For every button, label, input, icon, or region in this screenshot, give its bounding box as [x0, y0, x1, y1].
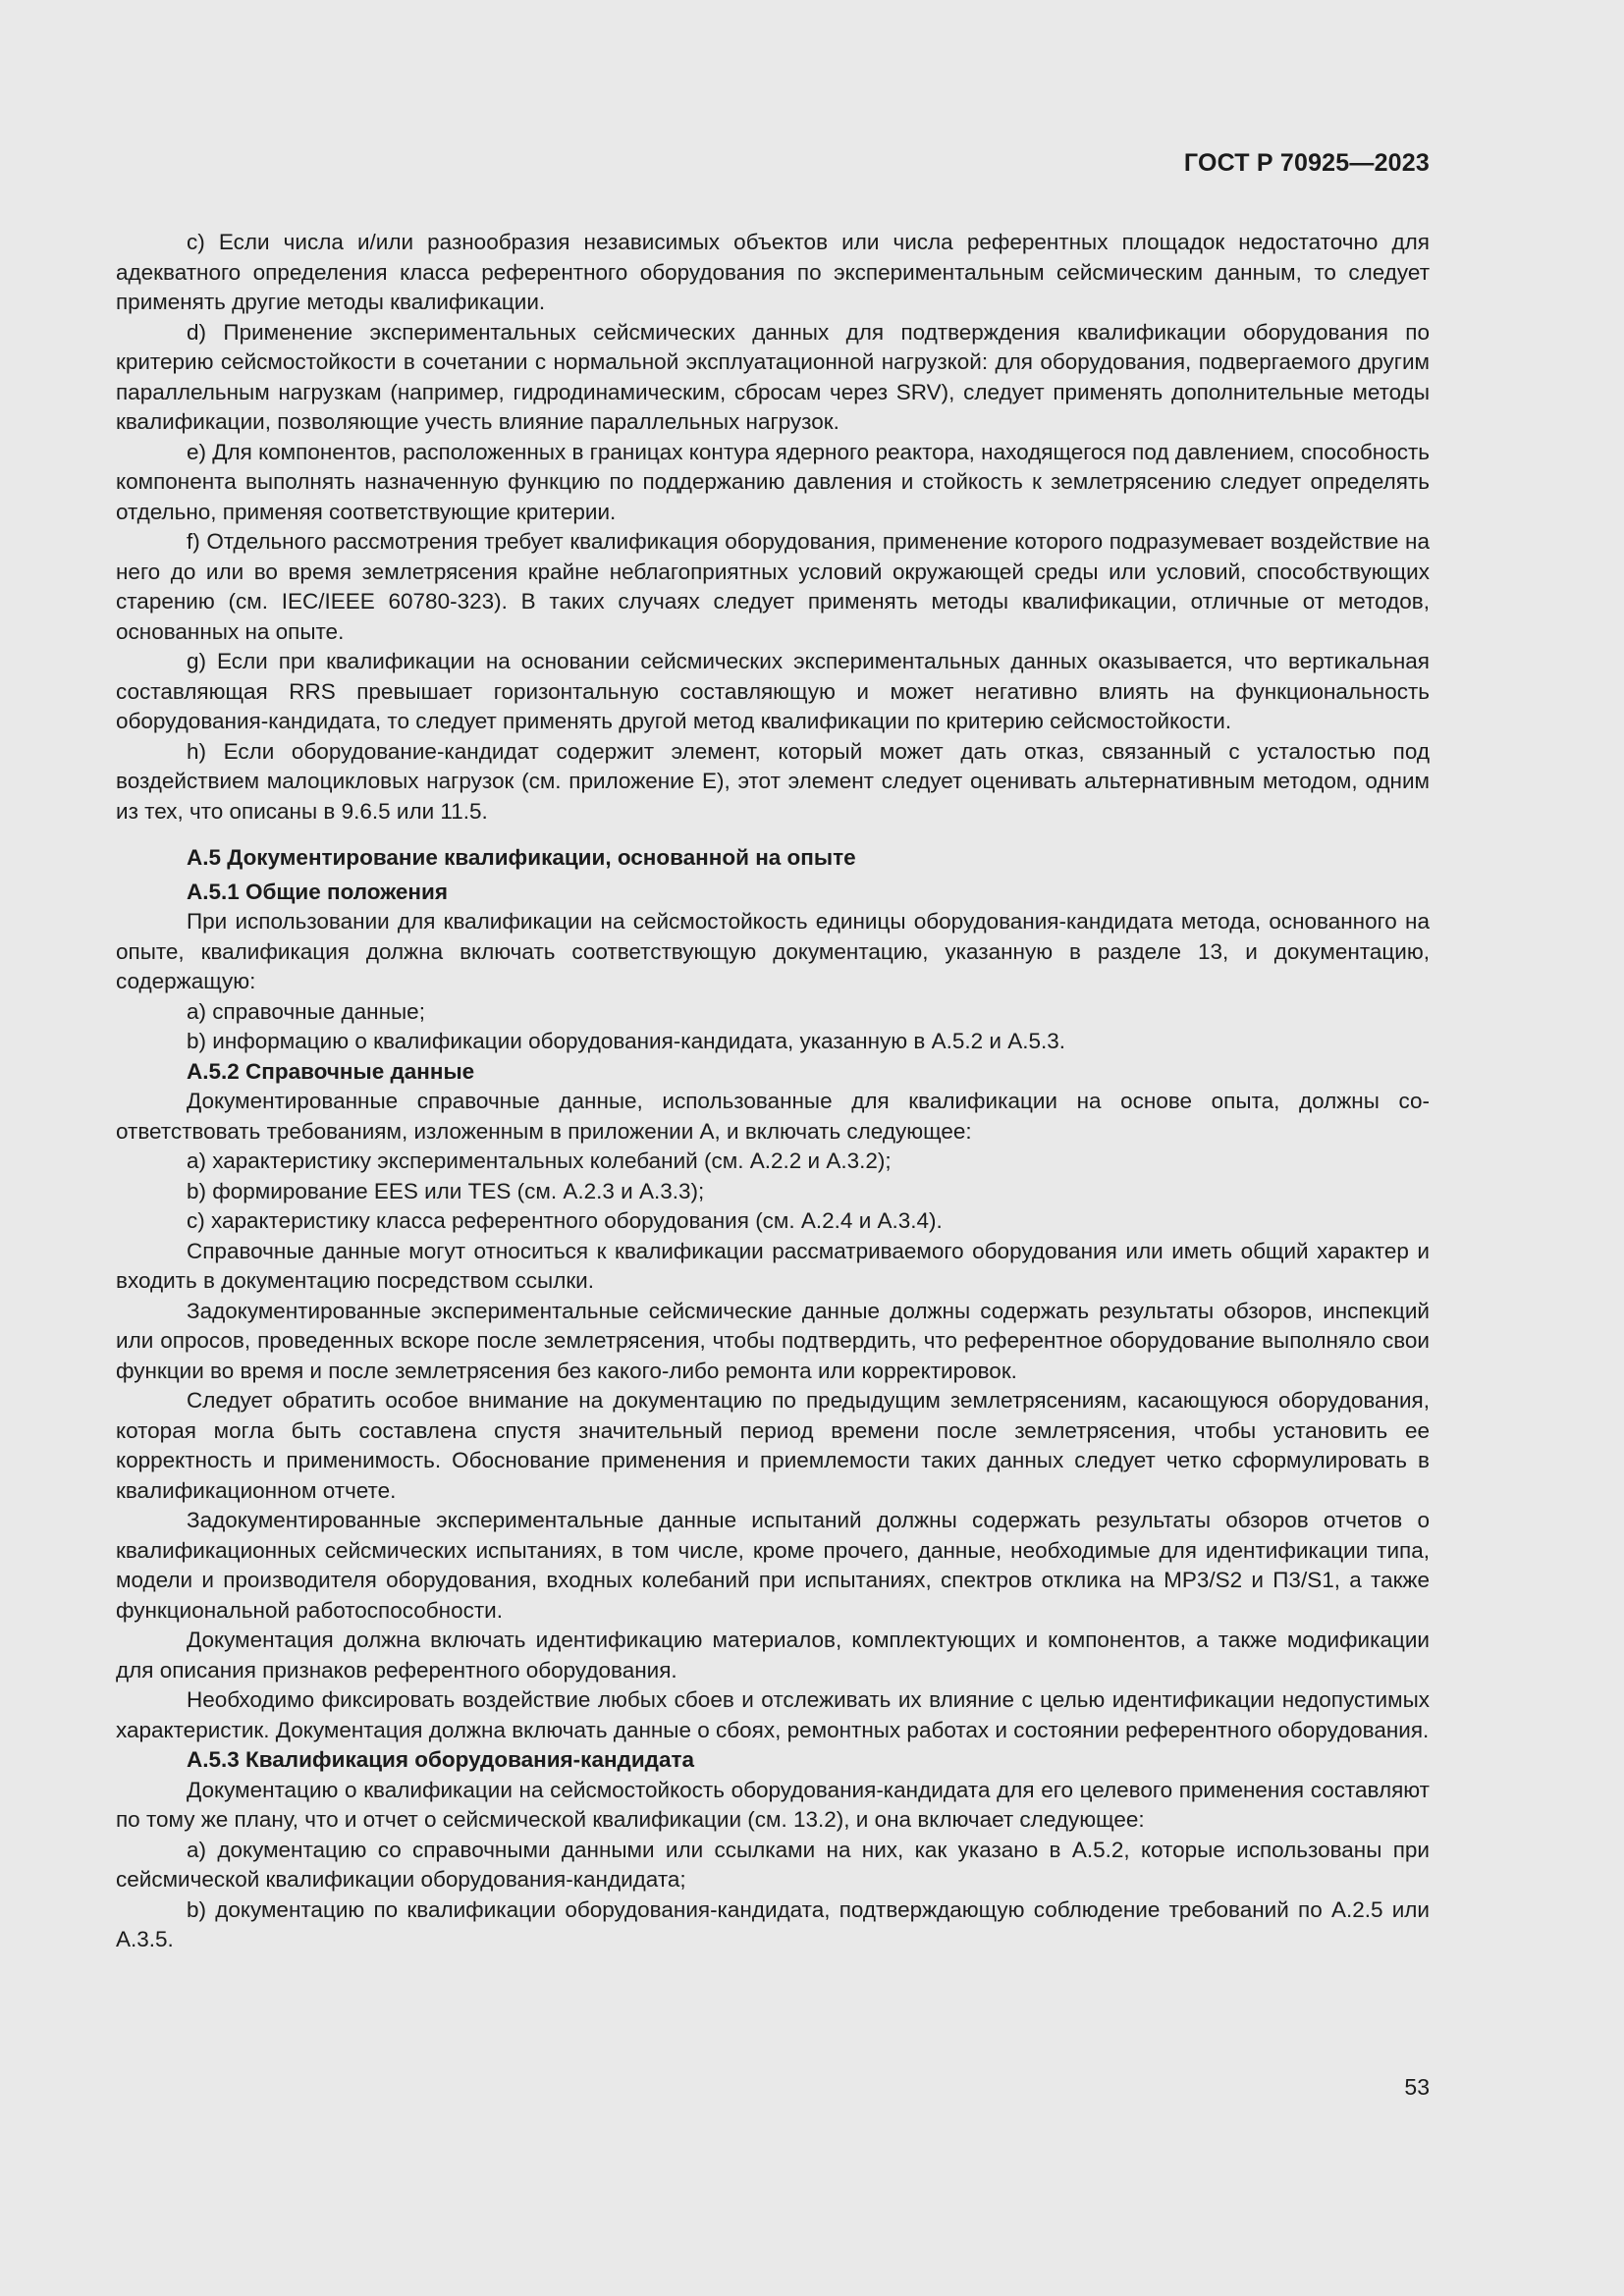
paragraph: a) характеристику экспериментальных колебаний (см. А.2.2 и А.3.2); — [187, 1148, 892, 1173]
paragraph: При использовании для квалификации на сейсмостойкость единицы оборудования-кандидата метода, основанного на опыте, квалификация должна включать соответствующую документацию, указанную в разделе 13, и документацию, содержащую: — [116, 909, 1430, 993]
section-heading: А.5 Документирование квалификации, основанной на опыте — [187, 845, 856, 870]
paragraph: c) характеристику класса референтного оборудования (см. А.2.4 и А.3.4). — [187, 1208, 943, 1233]
page-number: 53 — [1404, 2074, 1430, 2100]
paragraph: h) Если оборудование-кандидат содержит элемент, который может дать отказ, связанный с усталостью под воздействием малоцикловых нагрузок (см. приложение Е), этот элемент следует оценивать альтернативным методом, одним из тех, что описаны в 9.6.5 или 11.5. — [116, 738, 1430, 824]
paragraph: Документацию о квалификации на сейсмостойкость оборудования-кандидата для его целевого применения составляют по тому же плану, что и отчет о сейсмической квалификации (см. 13.2), и она включает следующее: — [116, 1777, 1430, 1832]
paragraph: Задокументированные экспериментальные сейсмические данные должны содержать результаты обзоров, инспекций или опросов, проведенных вскоре после землетрясения, чтобы подтвердить, что референтное оборудование выполняло свои функции во время и после землетрясения без какого-либо ремонта или корректировок. — [116, 1298, 1430, 1383]
subsection-heading: А.5.2 Справочные данные — [187, 1058, 475, 1084]
paragraph: e) Для компонентов, расположенных в границах контура ядерного реактора, находящегося под давлением, способность компонента выполнять назначенную функцию по поддержанию давления и стойкость к землетрясению следует определять отдельно, применяя соответствующие критерии. — [116, 439, 1430, 524]
paragraph: f) Отдельного рассмотрения требует квалификация оборудования, применение которого подразумевает воздействие на него до или во время землетрясения крайне неблагоприятных условий окружающей среды или условий, способствующих старению (см. IEC/IEEE 60780-323). В таких случаях следует применять методы квалификации, отличные от методов, основанных на опыте. — [116, 529, 1430, 644]
paragraph: Следует обратить особое внимание на документацию по предыдущим землетрясениям, касающуюся оборудования, которая могла быть составлена спустя значительный период времени после землетрясения, чтобы установить ее корректность и применимость. Обоснование применения и приемлемости таких данных следует четко сформулировать в квалификационном отчете. — [116, 1388, 1430, 1503]
paragraph: d) Применение экспериментальных сейсмических данных для подтверждения квалификации оборудования по критерию сейсмостойкости в сочетании с нормальной эксплуатационной нагрузкой: для оборудования, подвергаемого другим параллельным нагрузкам (например, гидродинамическим, сбросам через SRV), следует применять дополнительные методы квалификации, позволяющие учесть влияние параллельных нагрузок. — [116, 319, 1430, 434]
paragraph: b) формирование EES или TES (см. А.2.3 и А.3.3); — [187, 1178, 705, 1203]
document-body — [116, 228, 1430, 1955]
paragraph: Справочные данные могут относиться к квалификации рассматриваемого оборудования или иметь общий характер и входить в документацию посредством ссылки. — [116, 1238, 1430, 1293]
paragraph: b) информацию о квалификации оборудования-кандидата, указанную в А.5.2 и А.5.3. — [187, 1029, 1065, 1053]
paragraph: b) документацию по квалификации оборудования-кандидата, подтверждающую соблюдение требований по А.2.5 или А.3.5. — [116, 1896, 1430, 1951]
paragraph: Задокументированные экспериментальные данные испытаний должны содержать результаты обзоров отчетов о квалификационных сейсмических испытаниях, в том числе, кроме прочего, данные, необходимые для идентификации типа, модели и производителя оборудования, входных колебаний при испытаниях, спектров отклика на МР3/S2 и П3/S1, а также функциональной работоспособности. — [116, 1508, 1430, 1623]
paragraph: a) справочные данные; — [187, 998, 425, 1024]
paragraph: Необходимо фиксировать воздействие любых сбоев и отслеживать их влияние с целью идентификации недопустимых характеристик. Документация должна включать данные о сбоях, ремонтных работах и состоянии референтного оборудования. — [116, 1687, 1430, 1742]
paragraph: Документированные справочные данные, использованные для квалификации на основе опыта, должны соответствовать требованиям, изложенным в приложении А, и включать следующее: — [116, 1089, 1430, 1144]
paragraph: g) Если при квалификации на основании сейсмических экспериментальных данных оказывается, что вертикальная составляющая RRS превышает горизонтальную составляющую и может негативно влиять на функциональность оборудования-кандидата, то следует применять другой метод квалификации по критерию сейсмостойкости. — [116, 649, 1430, 733]
paragraph: c) Если числа и/или разнообразия независимых объектов или числа референтных площадок недостаточно для адекватного определения класса референтного оборудования по экспериментальным сейсмическим данным, то следует применять другие методы квалификации. — [116, 230, 1430, 314]
paragraph: Документация должна включать идентификацию материалов, комплектующих и компонентов, а также модификации для описания признаков референтного оборудования. — [116, 1628, 1430, 1682]
subsection-heading: А.5.1 Общие положения — [187, 879, 448, 904]
paragraph: a) документацию со справочными данными или ссылками на них, как указано в А.5.2, которые использованы при сейсмической квалификации оборудования-кандидата; — [116, 1837, 1430, 1892]
subsection-heading: А.5.3 Квалификация оборудования-кандидата — [187, 1747, 694, 1772]
standard-code-header: ГОСТ Р 70925—2023 — [1183, 149, 1430, 177]
